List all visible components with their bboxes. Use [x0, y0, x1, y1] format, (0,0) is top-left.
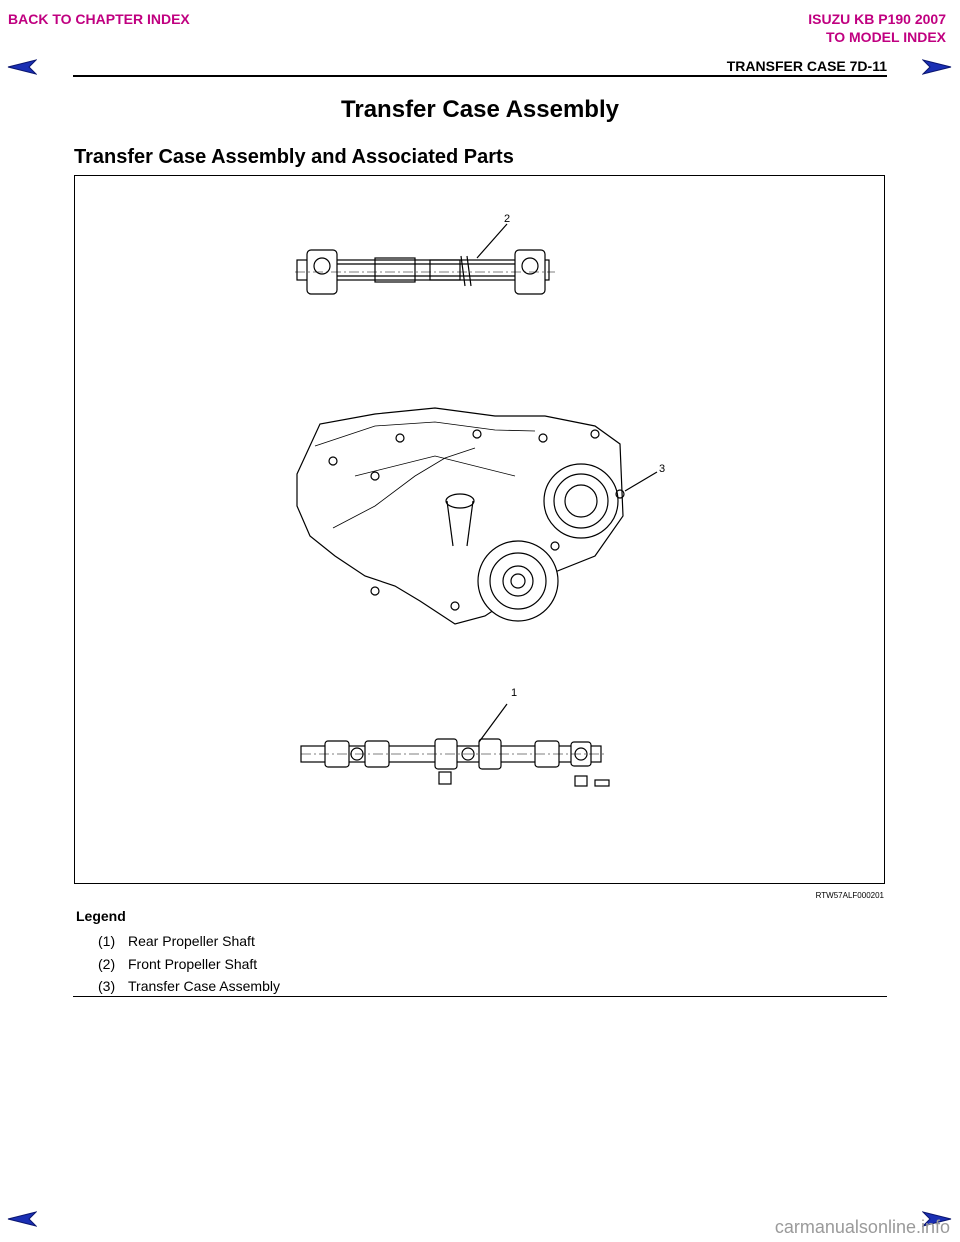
previous-page-arrow-icon[interactable] [7, 58, 37, 76]
legend-item-number: (2) [98, 956, 116, 972]
rear-propeller-shaft-drawing [301, 704, 609, 786]
model-title-link[interactable]: ISUZU KB P190 2007 [808, 11, 946, 27]
legend-item-label: Transfer Case Assembly [128, 978, 280, 994]
figure-code: RTW57ALF000201 [815, 891, 884, 900]
legend-item [98, 956, 257, 972]
watermark: carmanualsonline.info [774, 1217, 950, 1237]
callout-label-3: 3 [659, 463, 666, 475]
next-page-arrow-icon[interactable] [922, 58, 952, 76]
previous-page-arrow-bottom-icon[interactable] [7, 1210, 37, 1228]
figure-frame [74, 175, 885, 884]
front-propeller-shaft-drawing [295, 224, 555, 294]
page-title: Transfer Case Assembly [341, 96, 619, 123]
legend-rule [73, 996, 887, 997]
transfer-case-diagram [75, 176, 886, 885]
header-rule [73, 75, 887, 77]
back-to-chapter-index-link[interactable]: BACK TO CHAPTER INDEX [8, 11, 190, 27]
legend-title: Legend [76, 908, 126, 924]
page-header-section: TRANSFER CASE 7D-11 [726, 58, 887, 74]
legend-item-number: (1) [98, 933, 116, 949]
section-title: Transfer Case Assembly and Associated Parts [74, 146, 514, 168]
transfer-case-assembly-drawing [297, 408, 657, 624]
to-model-index-link[interactable]: TO MODEL INDEX [825, 29, 946, 45]
callout-label-1: 1 [511, 687, 518, 699]
legend-item-number: (3) [98, 978, 116, 994]
callout-label-2: 2 [504, 213, 511, 225]
legend-item-label: Front Propeller Shaft [128, 956, 258, 972]
legend-item-label: Rear Propeller Shaft [128, 933, 255, 949]
legend-item [98, 978, 280, 994]
legend-item [98, 933, 255, 949]
